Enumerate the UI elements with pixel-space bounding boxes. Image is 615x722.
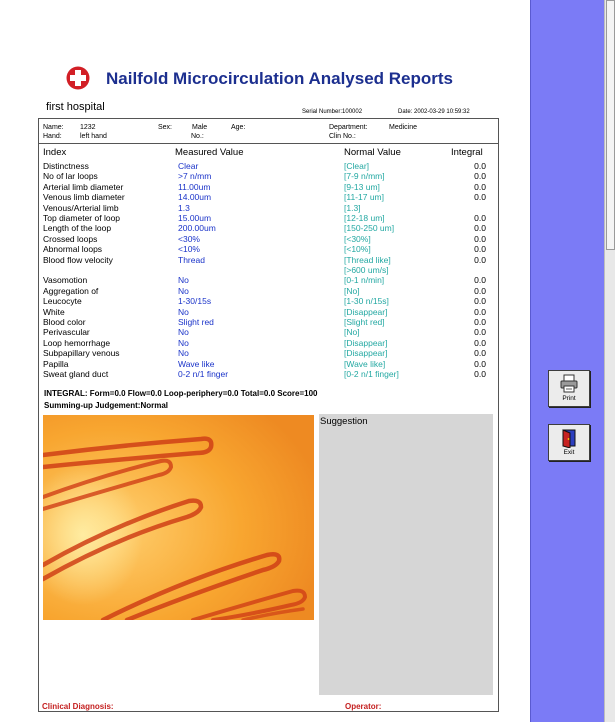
row-index: Subpapillary venous (43, 348, 120, 359)
row-index: Arterial limb diameter (43, 181, 124, 192)
row-normal: [9-13 um] (344, 181, 380, 192)
row-measured: Slight red (178, 317, 214, 327)
report-title: Nailfold Microcirculation Analysed Reports (106, 69, 453, 88)
table-row (0, 255, 530, 265)
row-integral: 0.0 (474, 171, 486, 182)
table-row (0, 317, 530, 327)
header-index: Index (43, 147, 67, 158)
row-measured: 200.00um (178, 223, 216, 234)
row-normal: [0-2 n/1 finger] (344, 369, 399, 379)
row-integral: 0.0 (474, 296, 486, 307)
table-row (0, 296, 530, 306)
table-row (0, 338, 530, 348)
row-integral: 0.0 (474, 369, 486, 379)
table-row (0, 223, 530, 233)
nailfold-capillary-image (43, 415, 314, 620)
vertical-scrollbar[interactable] (604, 0, 615, 722)
print-label: Print (562, 395, 576, 402)
table-row (0, 171, 530, 181)
row-index: Venous limb diameter (43, 192, 125, 203)
row-integral: 0.0 (474, 327, 486, 338)
row-normal: [Disappear] (344, 337, 388, 348)
table-row (0, 244, 530, 254)
name-label: Name: (43, 124, 64, 131)
row-integral: 0.0 (474, 306, 486, 317)
row-normal: [1-30 n/15s] (344, 296, 389, 307)
row-index: Length of the loop (43, 223, 112, 234)
row-index: Abnormal loops (43, 244, 103, 255)
table-row (0, 359, 530, 369)
row-measured: Wave like (178, 358, 215, 369)
hospital-name: first hospital (46, 101, 105, 113)
header-normal: Normal Value (344, 147, 401, 158)
row-measured: No (178, 348, 189, 359)
row-index: Venous/Arterial limb (43, 202, 119, 213)
row-index: Vasomotion (43, 275, 88, 286)
row-normal: [Wave like] (344, 358, 386, 369)
row-measured: >7 n/mm (178, 171, 212, 182)
suggestion-label: Suggestion (320, 416, 368, 427)
red-cross-logo-icon (66, 66, 90, 90)
row-measured: 14.00um (178, 192, 212, 203)
row-measured: 15.00um (178, 213, 212, 223)
table-row (0, 286, 530, 296)
table-row (0, 369, 530, 379)
row-index: Aggregation of (43, 285, 99, 296)
row-measured: <30% (178, 233, 200, 244)
row-integral: 0.0 (474, 275, 486, 286)
integral-summary: INTEGRAL: Form=0.0 Flow=0.0 Loop-periphery=0.0 Total=0.0 Score=100 (44, 389, 318, 398)
row-integral: 0.0 (474, 244, 486, 255)
patient-sex: Male (192, 124, 208, 131)
table-row (0, 192, 530, 202)
row-measured: No (178, 275, 189, 286)
clin-no-label: Clin No.: (329, 133, 356, 140)
row-index: Top diameter of loop (43, 213, 121, 223)
scrollbar-thumb[interactable] (606, 0, 615, 250)
capillary-image-svg (43, 415, 314, 620)
row-integral: 0.0 (474, 161, 486, 171)
row-normal: [1.3] (344, 202, 361, 213)
age-label: Age: (231, 124, 246, 131)
row-normal: [11-17 um] (344, 192, 385, 203)
exit-door-icon (559, 428, 579, 448)
row-measured: No (178, 327, 189, 338)
row-index: Perivascular (43, 327, 90, 338)
header-measured: Measured Value (175, 147, 244, 158)
row-measured: 1-30/15s (178, 296, 212, 307)
row-index: Crossed loops (43, 233, 98, 244)
summing-up-judgement: Summing-up Judgement:Normal (44, 401, 169, 410)
operator-label: Operator: (345, 702, 382, 711)
row-measured: Thread (178, 254, 205, 265)
row-integral: 0.0 (474, 181, 486, 192)
sex-label: Sex: (158, 124, 173, 131)
table-row (0, 348, 530, 358)
row-index: White (43, 306, 65, 317)
row-normal: [No] (344, 285, 360, 296)
row-integral: 0.0 (474, 233, 486, 244)
serial-number: Serial Number:100002 (302, 109, 363, 115)
row-normal: [Clear] (344, 161, 370, 171)
header-integral: Integral (451, 147, 483, 158)
table-row (0, 213, 530, 223)
row-normal: [<30%] (344, 233, 371, 244)
row-index: Distinctness (43, 161, 89, 171)
row-normal: [Disappear] (344, 348, 388, 359)
row-integral: 0.0 (474, 192, 486, 203)
suggestion-box (319, 414, 493, 695)
row-measured: 11.00um (178, 181, 211, 192)
row-integral: 0.0 (474, 223, 486, 234)
row-normal: [0-1 n/min] (344, 275, 385, 286)
row-measured: Clear (178, 161, 199, 171)
exit-label: Exit (563, 449, 575, 456)
table-row (0, 161, 530, 171)
row-normal: [>600 um/s] (344, 265, 389, 275)
row-integral: 0.0 (474, 213, 486, 223)
patient-name: 1232 (80, 124, 96, 131)
row-index: Blood color (43, 317, 86, 327)
row-measured: No (178, 306, 189, 317)
printer-icon (559, 374, 579, 394)
row-integral: 0.0 (474, 254, 486, 265)
row-index: Papilla (43, 358, 69, 369)
row-normal: [Disappear] (344, 306, 388, 317)
row-integral: 0.0 (474, 358, 486, 369)
row-integral: 0.0 (474, 337, 486, 348)
row-index: Loop hemorrhage (43, 337, 111, 348)
row-normal: [No] (344, 327, 360, 338)
row-measured: <10% (178, 244, 200, 255)
row-index: Blood flow velocity (43, 254, 113, 265)
row-index: Sweat gland duct (43, 369, 109, 379)
table-row (0, 203, 530, 213)
table-row (0, 327, 530, 337)
patient-hand: left hand (80, 133, 107, 140)
row-integral: 0.0 (474, 348, 486, 359)
row-normal: [Slight red] (344, 317, 385, 327)
row-measured: No (178, 285, 189, 296)
hand-label: Hand: (43, 133, 62, 140)
department-label: Department: (329, 124, 368, 131)
row-normal: [7-9 n/mm] (344, 171, 385, 182)
no-label: No.: (191, 133, 204, 140)
row-index: No of lar loops (43, 171, 98, 182)
row-index: Leucocyte (43, 296, 82, 307)
row-normal: [12-18 um] (344, 213, 385, 223)
row-measured: No (178, 337, 189, 348)
table-row (0, 234, 530, 244)
row-normal: [<10%] (344, 244, 371, 255)
row-normal: [Thread like] (344, 254, 391, 265)
clinical-diagnosis-label: Clinical Diagnosis: (42, 702, 114, 711)
table-row (0, 265, 530, 275)
row-integral: 0.0 (474, 317, 486, 327)
row-measured: 0-2 n/1 finger (178, 369, 229, 379)
exit-button[interactable] (548, 424, 590, 461)
table-row (0, 275, 530, 285)
table-row (0, 307, 530, 317)
report-date: Date: 2002-03-29 10:59:32 (398, 109, 470, 115)
row-integral: 0.0 (474, 285, 486, 296)
print-button[interactable] (548, 370, 590, 407)
table-row (0, 182, 530, 192)
row-measured: 1.3 (178, 202, 190, 213)
divider (38, 143, 499, 144)
patient-department: Medicine (389, 124, 418, 131)
row-normal: [150-250 um] (344, 223, 395, 234)
